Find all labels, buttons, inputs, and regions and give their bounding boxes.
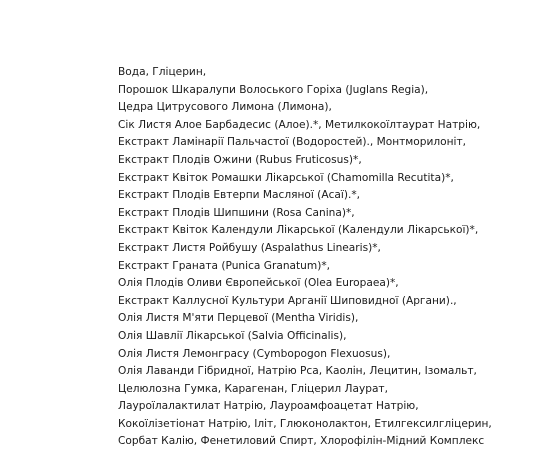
ingredient-line: Екстракт Квіток Ромашки Лікарської (Chamomilla Recutita)*, (118, 171, 454, 184)
ingredient-line: Олія Листя Лемонграсу (Cymbopogon Flexuosus), (118, 347, 391, 360)
ingredient-line: Екстракт Граната (Punica Granatum)*, (118, 259, 331, 272)
ingredients-list (118, 64, 538, 451)
ingredient-line: Екстракт Каллусної Культури Арганії Шиповидної (Аргани)., (118, 294, 457, 307)
ingredient-line: Екстракт Квіток Календули Лікарської (Календули Лікарської)*, (118, 224, 479, 237)
ingredient-line: Порошок Шкаралупи Волоського Горіха (Juglans Regia), (118, 83, 429, 96)
ingredient-line: Сорбат Калію, Фенетиловий Спирт, Хлорофілін-Мідний Комплекс (118, 435, 485, 448)
ingredient-line: Екстракт Листя Ройбушу (Aspalathus Linearis)*, (118, 241, 381, 254)
ingredient-line: Кокоїлізетіонат Натрію, Іліт, Глюконолактон, Етилгексилгліцерин, (118, 417, 492, 430)
ingredient-line: Олія Лаванди Гібридної, Натрію Pca, Каолін, Лецитин, Ізомальт, (118, 365, 477, 378)
ingredient-line: Екстракт Плодів Ожини (Rubus Fruticosus)*, (118, 153, 362, 166)
ingredient-line: Лауроїлалактилат Натрію, Лауроамфоацетат Натрію, (118, 400, 419, 413)
ingredient-line: Екстракт Ламінарії Пальчастої (Водоростей)., Монтморилоніт, (118, 136, 467, 149)
ingredient-line: Екстракт Плодів Евтерпи Масляної (Асаї).*, (118, 189, 360, 202)
ingredient-line: Олія Плодів Оливи Європейської (Olea Europaea)*, (118, 277, 399, 290)
ingredient-line: Вода, Гліцерин, (118, 66, 207, 78)
ingredient-line: Цедра Цитрусового Лимона (Лимона), (118, 101, 332, 114)
ingredient-line: Олія Шавлії Лікарської (Salvia Officinalis), (118, 329, 347, 342)
ingredient-line: Екстракт Плодів Шипшини (Rosa Canina)*, (118, 206, 355, 219)
ingredient-line: Целюлозна Гумка, Карагенан, Гліцерил Лаурат, (118, 382, 388, 395)
ingredient-line: Олія Листя М'яти Перцевої (Mentha Viridis), (118, 312, 359, 325)
ingredient-line: Сік Листя Алое Барбадесис (Алое).*, Метилкокоїлтаурат Натрію, (118, 118, 481, 131)
